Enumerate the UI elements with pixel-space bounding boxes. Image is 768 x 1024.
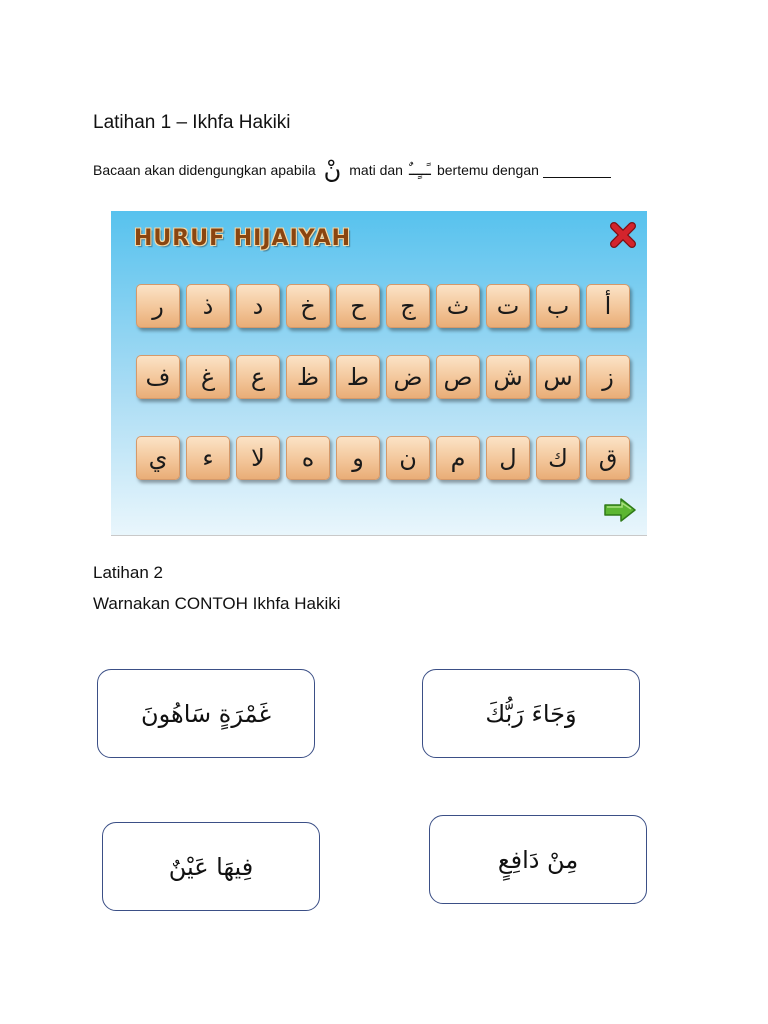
huruf-hijaiyah-board xyxy=(111,211,647,536)
key-zai[interactable]: ز xyxy=(586,355,630,399)
question-text-1: Bacaan akan didengungkan apabila xyxy=(93,162,316,178)
key-dhad[interactable]: ض xyxy=(386,355,430,399)
key-nun[interactable]: ن xyxy=(386,436,430,480)
question-text-2: mati dan xyxy=(349,162,403,178)
key-ain[interactable]: ع xyxy=(236,355,280,399)
key-lam-alif[interactable]: لا xyxy=(236,436,280,480)
latihan1-question xyxy=(93,150,693,190)
key-kha[interactable]: خ xyxy=(286,284,330,328)
tanwin-marks: ـًــٍــٌ xyxy=(408,161,431,179)
answer-blank[interactable] xyxy=(543,163,611,178)
key-shad[interactable]: ص xyxy=(436,355,480,399)
key-fa[interactable]: ف xyxy=(136,355,180,399)
latihan1-title: Latihan 1 – Ikhfa Hakiki xyxy=(93,112,291,133)
key-row-2 xyxy=(134,355,630,399)
key-dzal[interactable]: ذ xyxy=(186,284,230,328)
key-lam[interactable]: ل xyxy=(486,436,530,480)
key-ghain[interactable]: غ xyxy=(186,355,230,399)
example-card[interactable]: غَمْرَةٍ سَاهُونَ xyxy=(97,669,315,758)
key-ra[interactable]: ر xyxy=(136,284,180,328)
key-mim[interactable]: م xyxy=(436,436,480,480)
key-tsa[interactable]: ث xyxy=(436,284,480,328)
key-hamzah[interactable]: ء xyxy=(186,436,230,480)
key-ta[interactable]: ت xyxy=(486,284,530,328)
latihan2-instruction: Warnakan CONTOH Ikhfa Hakiki xyxy=(93,594,341,613)
key-alif[interactable]: أ xyxy=(586,284,630,328)
key-wau[interactable]: و xyxy=(336,436,380,480)
example-card[interactable]: مِنْ دَافِعٍ xyxy=(429,815,647,904)
example-card[interactable]: فِيهَا عَيْنٌ xyxy=(102,822,320,911)
latihan2-title: Latihan 2 xyxy=(93,563,163,582)
key-ha-small[interactable]: ه xyxy=(286,436,330,480)
close-icon[interactable] xyxy=(609,221,637,249)
key-dal[interactable]: د xyxy=(236,284,280,328)
key-zha[interactable]: ظ xyxy=(286,355,330,399)
key-ba[interactable]: ب xyxy=(536,284,580,328)
arrow-right-icon[interactable] xyxy=(603,497,637,523)
key-syin[interactable]: ش xyxy=(486,355,530,399)
example-card[interactable]: وَجَاءَ رَبُّكَ xyxy=(422,669,640,758)
key-qaf[interactable]: ق xyxy=(586,436,630,480)
nun-sukun: نْ xyxy=(323,156,342,184)
question-text-3: bertemu dengan xyxy=(436,162,539,178)
key-jim[interactable]: ج xyxy=(386,284,430,328)
key-tha[interactable]: ط xyxy=(336,355,380,399)
key-row-3 xyxy=(134,436,630,480)
key-sin[interactable]: س xyxy=(536,355,580,399)
key-ya[interactable]: ي xyxy=(136,436,180,480)
board-title: HURUF HIJAIYAH xyxy=(134,226,352,251)
key-ha[interactable]: ح xyxy=(336,284,380,328)
key-kaf[interactable]: ك xyxy=(536,436,580,480)
key-row-1 xyxy=(134,284,630,328)
